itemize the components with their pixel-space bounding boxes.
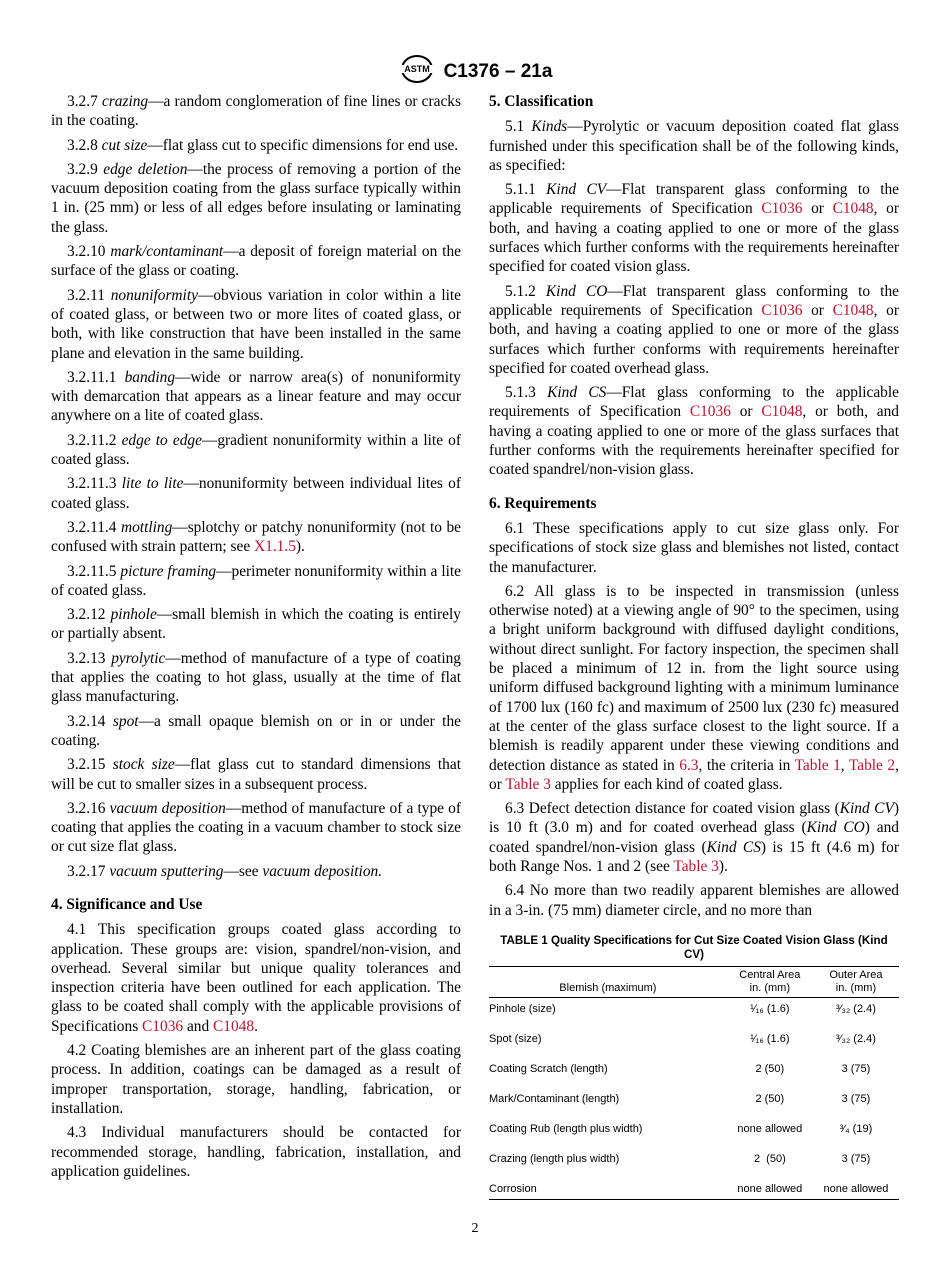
table-cell: 3 (75) — [841, 1152, 871, 1165]
column-header: Blemish (maximum) — [559, 981, 657, 994]
table-title: TABLE 1 Quality Specifications for Cut Size Coated Vision Glass (Kind CV) — [500, 933, 888, 961]
definition: 3.2.11.3 lite to lite—nonuniformity between individual lites of coated glass. — [51, 475, 461, 512]
table-row — [489, 1148, 899, 1178]
table-link[interactable]: Table 1 — [794, 756, 841, 774]
table-cell: Coating Rub (length plus width) — [489, 1122, 643, 1135]
spec-link[interactable]: C1036 — [761, 301, 803, 319]
column-header: Outer Area in. (mm) — [829, 968, 883, 994]
spec-link[interactable]: C1048 — [832, 301, 874, 319]
table-link[interactable]: Table 2 — [848, 756, 896, 774]
table-cell: Pinhole (size) — [489, 1002, 556, 1015]
table-header-row — [489, 966, 899, 997]
table-cell: Mark/Contaminant (length) — [489, 1092, 620, 1105]
paragraph: 6.1 These specifications apply to cut size glass only. For specifications of stock size glass and blemishes not listed, contact the manufacturer. — [489, 519, 899, 576]
table-row — [489, 1178, 899, 1200]
table-cell: 2 (50) — [753, 1152, 786, 1165]
table-link[interactable]: Table 3 — [673, 857, 719, 875]
definition: 3.2.11.4 mottling—splotchy or patchy nonuniformity (not to be confused with strain pattern; see X1.1.5). — [51, 518, 461, 556]
definition: 3.2.16 vacuum deposition—method of manufacture of a type of coating that applies the coating in a vacuum chamber to stock size or cut size flat glass. — [51, 799, 461, 856]
page-header — [0, 54, 950, 89]
table-row — [489, 1088, 899, 1118]
xref-link[interactable]: 6.3 — [679, 756, 699, 774]
table-cell: Crazing (length plus width) — [489, 1152, 620, 1165]
table-cell: Coating Scratch (length) — [489, 1062, 608, 1075]
quality-spec-table — [489, 966, 899, 1200]
table-row — [489, 1118, 899, 1148]
table-cell: 2 (50) — [755, 1062, 785, 1075]
spec-link[interactable]: C1048 — [213, 1017, 255, 1035]
table-cell: ³⁄₃₂ (2.4) — [835, 1032, 876, 1045]
paragraph: 6.2 All glass is to be inspected in transmission (unless otherwise noted) at a viewing angle of 90° to the specimen, using a bright uniform background with diffused daylight conditions, without direct sunlight. For factory inspection, the specimen shall be placed a minimum of 12 in. from the light source using uniform diffused background lighting with a minimum luminance of 1700 lux (160 fc) and maximum of 2500 lux (230 fc) measured at the center of the glass surface closest to the light source. If a blemish is readily apparent under these viewing conditions and detection distance as stated in 6.3, the criteria in Table 1, Table 2, or Table 3 applies for each kind of coated glass. — [489, 582, 899, 793]
paragraph: 6.3 Defect detection distance for coated vision glass (Kind CV) is 10 ft (3.0 m) and for coated overhead glass (Kind CO) and coated spandrel/non-vision glass (Kind CS) is 15 ft (4.6 m) for both Range Nos. 1 and 2 (see Table 3). — [489, 800, 899, 875]
right-column — [489, 92, 899, 1200]
table-cell: Spot (size) — [489, 1032, 542, 1045]
definition: 3.2.15 stock size—flat glass cut to standard dimensions that will be cut to smaller sizes in a subsequent process. — [51, 756, 461, 793]
paragraph: 4.1 This specification groups coated glass according to application. These groups are: vision, spandrel/non-vision, and overhead. Several similar but unique quality tolerances and inspection criteria have been outlined for each application. The glass to be coated shall comply with the applicable provisions of Specifications C1036 and C1048. — [51, 921, 461, 1035]
paragraph: 5.1.1 Kind CV—Flat transparent glass conforming to the applicable requirements of Specification C1036 or C1048, or both, and having a coating applied to one or more of the glass surfaces which further conforms with the requirements hereinafter specified for coated vision glass. — [489, 181, 899, 276]
definition: 3.2.11 nonuniformity—obvious variation in color within a lite of coated glass, or between two or more lites of coated glass, or both, with like construction that have been installed in the same plane and elevation in the same building. — [51, 286, 461, 362]
paragraph: 5.1 Kinds—Pyrolytic or vacuum deposition coated flat glass furnished under this specification shall be of the following kinds, as specified: — [489, 118, 899, 174]
table-cell: none allowed — [737, 1122, 803, 1135]
definition: 3.2.17 vacuum sputtering—see vacuum deposition. — [67, 862, 383, 880]
logo-text: ASTM — [403, 64, 430, 74]
definition: 3.2.12 pinhole—small blemish in which the coating is entirely or partially absent. — [51, 606, 461, 643]
document-designation: C1376 – 21a — [443, 60, 553, 82]
spec-link[interactable]: C1036 — [761, 200, 803, 218]
table-row — [489, 1028, 899, 1058]
definition: 3.2.9 edge deletion—the process of removing a portion of the vacuum deposition coating from the glass surface typically within 1 in. (25 mm) or less of all edges before insulating or laminating the glass. — [51, 160, 461, 236]
table-cell: 3 (75) — [841, 1092, 871, 1105]
spec-link[interactable]: C1036 — [689, 403, 731, 421]
definition: 3.2.7 crazing—a random conglomeration of fine lines or cracks in the coating. — [51, 93, 461, 130]
table-cell: none allowed — [813, 1178, 899, 1200]
table-cell: ³⁄₃₂ (2.4) — [835, 1002, 876, 1015]
left-column — [51, 92, 461, 1186]
spec-link[interactable]: C1048 — [761, 403, 803, 421]
definition: 3.2.10 mark/contaminant—a deposit of foreign material on the surface of the glass or coating. — [51, 243, 461, 280]
table-cell: ³⁄₄ (19) — [839, 1122, 873, 1135]
table-cell: Corrosion — [489, 1178, 727, 1200]
definition: 3.2.14 spot—a small opaque blemish on or in or under the coating. — [51, 712, 461, 749]
table-cell: ¹⁄₁₆ (1.6) — [750, 1032, 790, 1045]
astm-logo — [398, 54, 436, 89]
definition: 3.2.11.5 picture framing—perimeter nonuniformity within a lite of coated glass. — [51, 562, 461, 599]
section-heading: 5. Classification — [489, 93, 594, 110]
table-cell: ¹⁄₁₆ (1.6) — [750, 1002, 790, 1015]
table-link[interactable]: Table 3 — [505, 775, 551, 793]
section-heading: 6. Requirements — [489, 494, 597, 512]
definition: 3.2.11.2 edge to edge—gradient nonuniformity within a lite of coated glass. — [51, 431, 461, 469]
paragraph: 5.1.2 Kind CO—Flat transparent glass conforming to the applicable requirements of Specification C1036 or C1048, or both, and having a coating applied to one or more of the glass surfaces which further conforms with requirements hereinafter specified for coated overhead glass. — [489, 282, 899, 377]
spec-link[interactable]: C1048 — [832, 200, 874, 218]
definition: 3.2.8 cut size—flat glass cut to specific dimensions for end use. — [67, 136, 459, 154]
definition: 3.2.11.1 banding—wide or narrow area(s) of nonuniformity with demarcation that appears as a linear feature and may occur anywhere on a lite of coated glass. — [51, 368, 461, 425]
table-cell: 3 (75) — [841, 1062, 871, 1075]
definition: 3.2.13 pyrolytic—method of manufacture of a type of coating that applies the coating to hot glass, usually at the time of flat glass manufacturing. — [51, 649, 461, 706]
table-cell: none allowed — [727, 1178, 813, 1200]
paragraph: 6.4 No more than two readily apparent blemishes are allowed in a 3-in. (75 mm) diameter circle, and no more than — [489, 882, 899, 919]
table-row — [489, 1058, 899, 1088]
paragraph: 4.2 Coating blemishes are an inherent part of the glass coating process. In addition, coatings can be damaged as a result of improper transportation, storage, handling, fabrication, or installation. — [51, 1042, 461, 1117]
page-number: 2 — [471, 1221, 479, 1236]
paragraph: 5.1.3 Kind CS—Flat glass conforming to the applicable requirements of Specification C1036 or C1048, or both, and having a coating applied to one or more of the glass surfaces that further conforms with the requirements hereinafter specified for coated spandrel/non-vision glass. — [489, 384, 899, 479]
table-cell: 2 (50) — [755, 1092, 785, 1105]
section-heading: 4. Significance and Use — [51, 895, 203, 913]
column-header: Central Area in. (mm) — [739, 968, 801, 994]
paragraph: 4.3 Individual manufacturers should be contacted for recommended storage, handling, fabrication, installation, and application guidelines. — [51, 1124, 461, 1180]
table-row — [489, 997, 899, 1028]
xref-link[interactable]: X1.1.5 — [254, 538, 296, 556]
spec-link[interactable]: C1036 — [142, 1017, 184, 1035]
